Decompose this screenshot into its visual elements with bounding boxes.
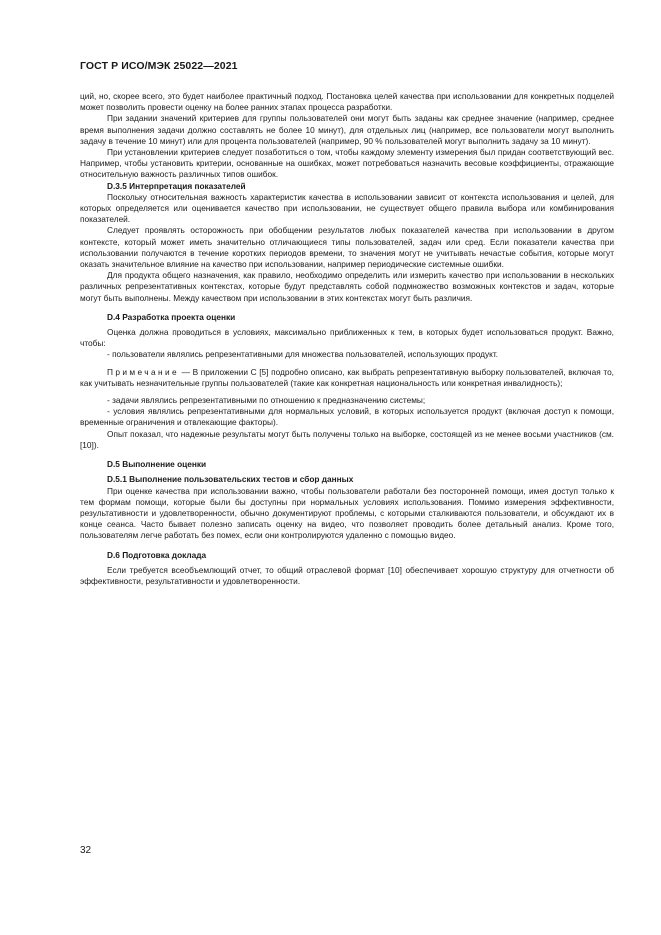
paragraph: Опыт показал, что надежные результаты могут быть получены только на выборке, состоящей из не менее восьми участников (см. [10]). xyxy=(80,428,614,450)
paragraph: При установлении критериев следует позаботиться о том, чтобы каждому элементу измерения был придан соответствующий вес. Например, чтобы установить критерии, основанные на ошибках, может потребоваться назначить весовые коэффициенты, отражающие относительную важность различных типов ошибок. xyxy=(80,147,614,180)
paragraph: Для продукта общего назначения, как правило, необходимо определить или измерить качество при использовании в нескольких различных репрезентативных контекстах, которые будут представлять собой подмножество возможных контекстов и задач, которые могут быть выполнены. Между качеством при использовании в этих контекстах могут быть различия. xyxy=(80,270,614,303)
document-header: ГОСТ Р ИСО/МЭК 25022—2021 xyxy=(80,60,238,72)
section-heading-d51: D.5.1 Выполнение пользовательских тестов и сбор данных xyxy=(107,474,354,485)
note-label: Примечание xyxy=(107,366,180,377)
paragraph: ций, но, скорее всего, это будет наиболее практичный подход. Постановка целей качества при использовании для конкретных подцелей может позволить провести оценку на более ранних этапах процесса разработки. xyxy=(80,91,614,113)
note xyxy=(80,367,614,389)
section-heading-d4: D.4 Разработка проекта оценки xyxy=(107,311,236,322)
page-number: 32 xyxy=(80,845,92,856)
paragraph: При задании значений критериев для группы пользователей они могут быть заданы как среднее значение (например, среднее время выполнения задачи должно составлять не более 10 минут), для отдельных лиц (например, все пользователи могут выполнить задачу в течение 10 минут) или для процента пользователей (например, 90 % пользователей могут выполнить задачу за 10 минут). xyxy=(80,113,614,146)
list-item: - задачи являлись репрезентативными по отношению к предназначению системы; xyxy=(107,395,426,406)
section-heading-d6: D.6 Подготовка доклада xyxy=(107,549,207,560)
note-text: — В приложении С [5] подробно описано, как выбрать репрезентативную выборку пользователей, включая то, как учитывать незначительные группы пользователей (такие как конкретная национальность или конкретная инвалидность); xyxy=(80,366,614,388)
paragraph: Следует проявлять осторожность при обобщении результатов любых показателей качества при использовании в другом контексте, который может иметь значительно отличающиеся типы пользователей, задач или сред. Если показатели качества при использовании получаются в течение коротких периодов времени, то значения могут не учитывать нечастые события, которые могут оказать значительное влияние на качество при использовании, например периодические системные ошибки. xyxy=(80,225,614,270)
list-item: - условия являлись репрезентативными для нормальных условий, в которых используется продукт (включая доступ к помощи, временные ограничения и отвлекающие факторы). xyxy=(80,406,614,428)
section-heading-d35: D.3.5 Интерпретация показателей xyxy=(107,180,246,191)
paragraph: Если требуется всеобъемлющий отчет, то общий отраслевой формат [10] обеспечивает хорошую структуру для отчетности об эффективности, результативности и удовлетворенности. xyxy=(80,564,614,586)
document-body xyxy=(80,91,614,587)
paragraph: При оценке качества при использовании важно, чтобы пользователи работали без посторонней помощи, имея доступ только к тем формам помощи, которые были бы доступны при нормальных условиях использования. Помимо измерения эффективности, результативности и удовлетворенности, обычно документируют проблемы, с которыми сталкиваются пользователи, и обсуждают их в конце сеанса. Часто бывает полезно записать оценку на видео, что позволяет проводить более детальный анализ. Кроме того, пользователям легче работать без помех, если они контролируются удаленно с помощью видео. xyxy=(80,485,614,541)
paragraph: Поскольку относительная важность характеристик качества в использовании зависит от контекста использования и целей, для которых определяется или оценивается качество при использовании, не существует общего правила выбора или комбинирования показателей. xyxy=(80,191,614,225)
section-heading-d5: D.5 Выполнение оценки xyxy=(107,459,207,470)
paragraph: Оценка должна проводиться в условиях, максимально приближенных к тем, в которых будет использоваться продукт. Важно, чтобы: xyxy=(80,327,614,349)
list-item: - пользователи являлись репрезентативными для множества пользователей, использующих продукт. xyxy=(107,349,499,360)
